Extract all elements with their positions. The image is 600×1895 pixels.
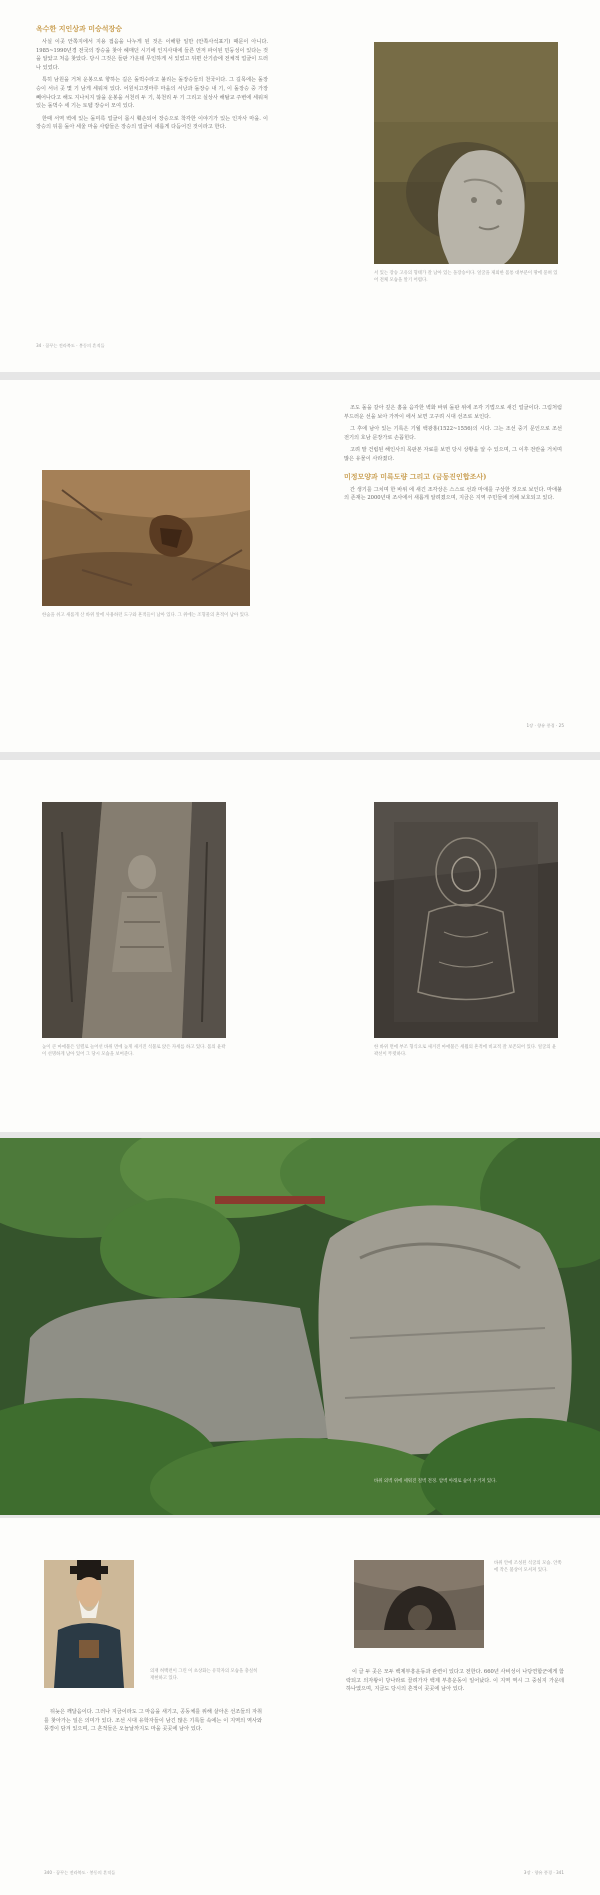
page-footer: 1장 · 향유 풍경 · 25: [526, 723, 564, 728]
photo-caption: 의재 허백련이 그린 이 초상화는 유학자의 모습을 충실히 재현하고 있다.: [150, 1669, 258, 1681]
page-footer: 3장 · 향유 풍경 · 341: [523, 1870, 564, 1875]
photo-caption: 서 있는 장승 고유의 형태가 잘 남아 있는 돌장승이다. 얼굴을 제외한 몸통 대부분이 땅에 묻혀 있어 전체 모습을 알기 어렵다.: [374, 271, 558, 283]
text-column: [36, 24, 268, 136]
photo-caption: 바위 안에 조성된 석굴의 모습. 안쪽에 작은 불상이 모셔져 있다.: [494, 1561, 562, 1573]
photo-caption: 한숨을 쉬고 새롭게 산 바위 앞에 사용하던 도구와 흔적들이 남아 있다. 그 위에는 조형물의 흔적이 남아 있다.: [42, 613, 250, 618]
page-spread-1: [0, 0, 600, 372]
cliff-landscape-photo: [0, 1138, 600, 1515]
paragraph: 고려 말 건립된 해인사의 목판본 자료를 보면 당시 상황을 알 수 있으며, 그 이후 전란을 거치며 많은 유물이 사라졌다.: [344, 447, 562, 462]
paragraph: 이 글 두 곳은 모두 백제부흥운동과 관련이 있다고 전한다. 660년 사비성이 나당연합군에게 함락되고 의자왕이 당나라로 끌려가자 백제 부흥운동이 일어났다. 이 지역 역시 그 중심지 가운데 하나였으며, 지금도 당시의 흔적이 곳곳에 남아 있다.: [346, 1669, 564, 1693]
standing-buddha-relief-photo: [42, 802, 226, 1038]
page-spread-2: [0, 380, 600, 752]
seated-buddha-relief-photo: [374, 802, 558, 1038]
paragraph: 간 생기를 그치며 한 바위 에 새긴 조각상은 스스로 선과 마애를 구상한 것으로 보인다. 마애불의 존재는 2000년대 조사에서 새롭게 알려졌으며, 지금은 지역 주민들에 의해 보호되고 있다.: [344, 486, 562, 502]
photo-caption: 바위 외벽 위에 세워진 절벽 전경. 암벽 아래로 숲이 우거져 있다.: [374, 1479, 497, 1484]
paragraph: 그 후에 남아 있는 기록은 기월 백광홍(1522~1556)의 시다. 그는 조선 중기 문인으로 조선 전기의 호남 문장가로 손꼽힌다.: [344, 426, 562, 441]
paragraph: 한때 서역 벽에 있는 돌미륵 얼굴이 몹시 훼손되어 장승으로 착각한 이야기가 있는 인자사 마을. 이 장승의 뒤를 돌아 세울 마을 사람들은 장승의 얼굴이 새롭게 다듬어진 것이라고 한다.: [36, 115, 268, 131]
page-footer: 340 · 꿈꾸는 전라북도 · 봉동의 흔적들: [44, 1870, 116, 1875]
section-heading: 옥수한 지인상과 미승석장승: [36, 24, 123, 33]
page-spread-3: [0, 760, 600, 1132]
paragraph: 뒤늦은 깨달음이다. 그러나 지금이라도 그 마음을 새기고, 공동체를 위해 살아온 선조들의 자취를 찾아가는 일은 의미가 있다. 조선 시대 유학자들이 남긴 많은 기록들 속에는 이 지역의 역사와 풍경이 담겨 있으며, 그 흔적들은 오늘날까지도 마을 곳곳에 남아 있다.: [44, 1709, 262, 1733]
photo-caption: 높이 큰 마애불은 일렬로 늘어선 바위 면에 높게 새겨진 석불로 앉은 자세를 하고 있다. 몸의 윤곽이 선명하게 남아 있어 그 당시 모습을 보여준다.: [42, 1045, 226, 1057]
stone-cave-photo: [354, 1560, 484, 1648]
stone-head-photo: [374, 42, 558, 264]
section-heading: 미정모양과 미륵도량 그리고 (금동진인합조사): [344, 471, 487, 481]
text-column: [344, 404, 562, 507]
paragraph: 사실 이곳 안쪽지에서 지용 접음을 나누게 된 것은 이해할 일만 (안쪽사석표기) 때문이 아니다. 1985~1990년경 전국의 장승을 찾아 헤매던 시기에 인지사대에 들른 먼저 파이된 민둥성이 있다는 것을 알았고 처음 찾았다. 당시 그것은 들판 가운데 무인하게 서 있었고 뒤편 산기슭에 전체적 얼굴이 드러나 있었다.: [36, 39, 268, 71]
photo-caption: 한 바위 면에 부조 형식으로 새겨진 마애불은 세월의 흔적에 비교적 잘 보존되어 있다. 얼굴의 윤곽선이 뚜렷하다.: [374, 1045, 557, 1057]
text-column: [346, 1668, 564, 1698]
page-spread-5: [0, 1518, 600, 1895]
page-spread-4: [0, 1138, 600, 1515]
paragraph: 특히 남원을 거쳐 운봉으로 향하는 길은 돌벅수라고 불리는 돌장승들의 천국이다. 그 길목에는 돌장승이 서너 곳 몇 기 남게 세워져 있다. 어원치고갯마루 마을의 서낭과 돌장승 내 기, 이 돌장승 중 가장 빼어나다고 해도 지나치지 않을 운봉을 서천리 두 기, 북천리 두 기 그리고 실상사 해탈교 주변에 세워져 있는 돌벅수 세 기는 토템 장승이 모여 있다.: [36, 77, 268, 110]
portrait-painting-photo: [44, 1560, 134, 1688]
page-footer: 34 · 꿈꾸는 전라북도 · 봉동의 흔적들: [36, 343, 105, 348]
paragraph: 조도 돌을 갈아 깊은 홈을 음각한 벽화 바위 돌판 위에 조각 기법으로 새긴 얼굴이다. 그림처럼 부드러운 선을 보아 가까이 에서 보면 고구려 시대 선조로 보인다.: [344, 405, 562, 420]
rock-carving-photo: [42, 470, 250, 606]
text-column: [44, 1708, 262, 1738]
